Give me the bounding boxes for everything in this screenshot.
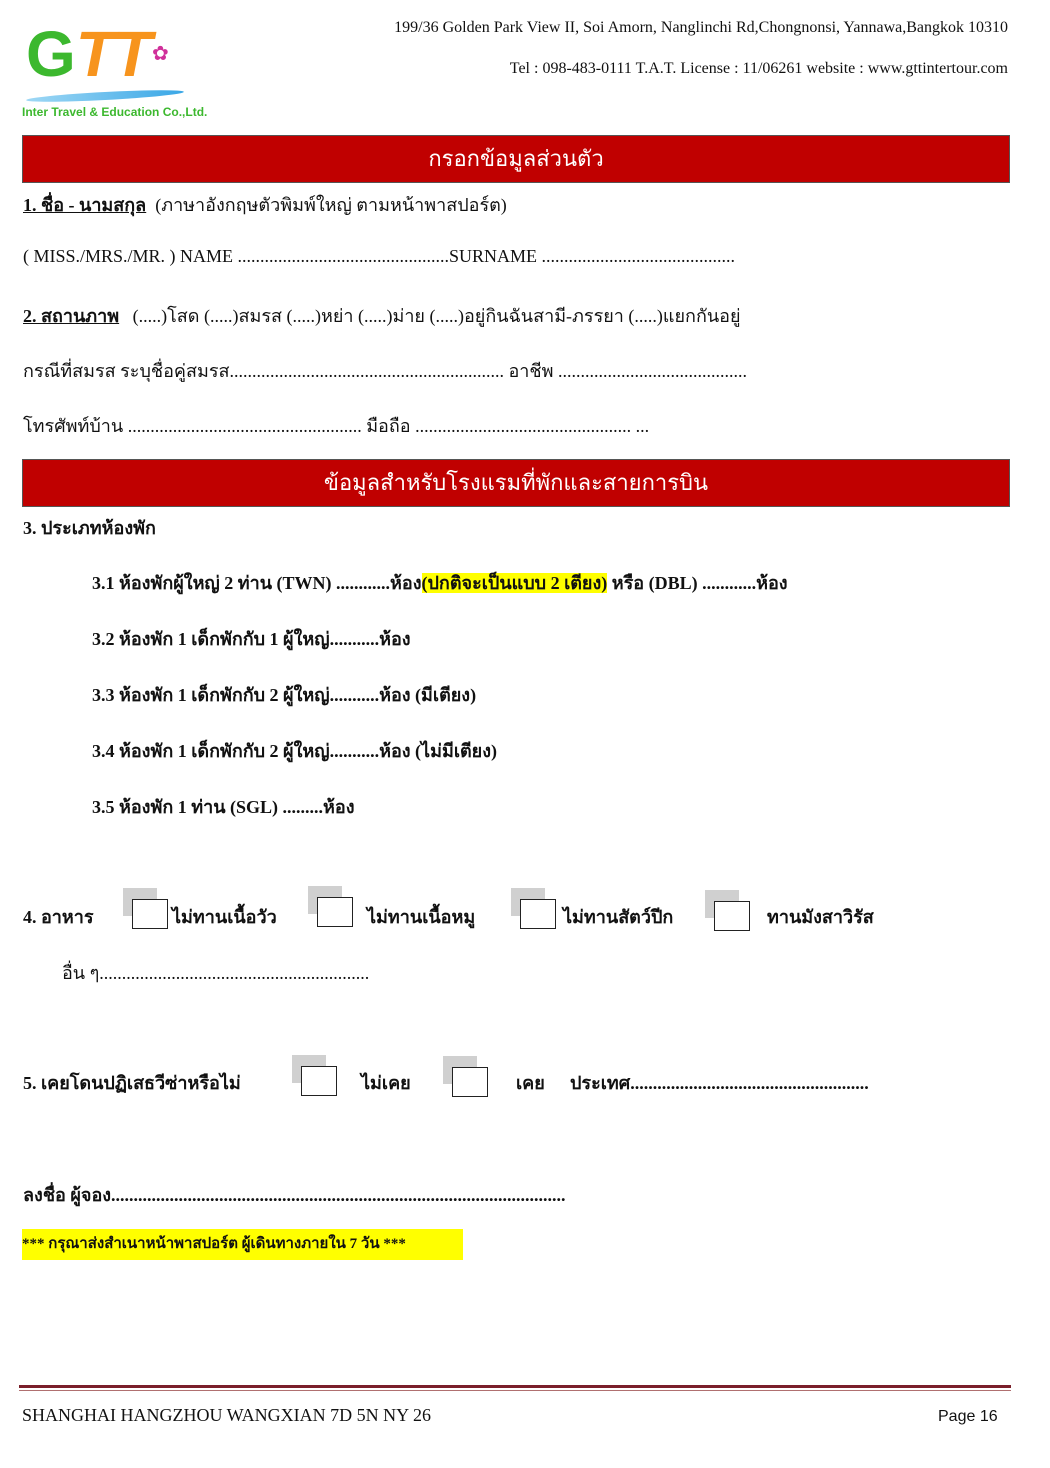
room-3-1-twn: 3.1 ห้องพักผู้ใหญ่ 2 ท่าน (TWN) ............ห้อง — [92, 573, 422, 593]
company-contact: Tel : 098-483-0111 T.A.T. License : 11/06261 website : www.gttintertour.com — [509, 60, 1008, 77]
q4-label: 4. อาหาร — [23, 907, 94, 927]
q1-label: 1. ชื่อ - นามสกุล — [23, 195, 147, 215]
q1-row — [23, 190, 507, 219]
option-never: ไม่เคย — [361, 1073, 411, 1093]
q3-label: 3. ประเภทห้องพัก — [23, 518, 156, 538]
country-field[interactable]: ประเทศ..................................................... — [570, 1073, 869, 1093]
checkbox-no-poultry[interactable] — [520, 899, 556, 929]
option-no-pork: ไม่ทานเนื้อหมู — [367, 907, 476, 927]
logo-wave — [26, 88, 184, 104]
passport-note: *** กรุณาส่งสำเนาหน้าพาสปอร์ต ผู้เดินทางภายใน 7 วัน *** — [22, 1229, 463, 1260]
q1-hint: (ภาษาอังกฤษตัวพิมพ์ใหญ่ ตามหน้าพาสปอร์ต) — [155, 195, 507, 215]
footer-divider — [19, 1385, 1011, 1388]
marital-status-options[interactable]: (.....)โสด (.....)สมรส (.....)หย่า (.....)ม่าย (.....)อยู่กินฉันสามี-ภรรยา (.....)แยกกันอยู่ — [132, 306, 741, 326]
room-option-3-1[interactable] — [92, 568, 788, 597]
checkbox-never[interactable] — [301, 1066, 337, 1096]
room-option-3-3[interactable]: 3.3 ห้องพัก 1 เด็กพักกับ 2 ผู้ใหญ่...........ห้อง (มีเตียง) — [92, 685, 477, 705]
highlight-note: (ปกติจะเป็นแบบ 2 เตียง) — [421, 573, 608, 593]
logo-tt: TT — [75, 18, 150, 90]
q2-label: 2. สถานภาพ — [23, 306, 120, 326]
checkbox-yes[interactable] — [452, 1067, 488, 1097]
logo-subtitle: Inter Travel & Education Co.,Ltd. — [22, 105, 208, 119]
option-no-poultry: ไม่ทานสัตว์ปีก — [563, 907, 674, 927]
phone-field[interactable]: โทรศัพท์บ้าน .................................................... มือถือ ................................................ ... — [23, 416, 650, 436]
checkbox-no-pork[interactable] — [317, 897, 353, 927]
spouse-field[interactable]: กรณีที่สมรส ระบุชื่อคู่สมรส............................................................. อาชีพ .......................................... — [23, 361, 747, 381]
signature-field[interactable]: ลงชื่อ ผู้จอง..................................................................................................... — [23, 1185, 566, 1205]
section-header-hotel: ข้อมูลสำหรับโรงแรมที่พักและสายการบิน — [22, 459, 1010, 507]
option-no-beef: ไม่ทานเนื้อวัว — [172, 907, 277, 927]
logo-g: G — [26, 18, 76, 90]
checkbox-no-beef[interactable] — [132, 899, 168, 929]
company-logo — [22, 18, 208, 122]
name-field[interactable]: ( MISS./MRS./MR. ) NAME ...............................................SURNAME ........................................... — [23, 246, 736, 266]
page-number: Page 16 — [938, 1408, 998, 1425]
footer-program: SHANGHAI HANGZHOU WANGXIAN 7D 5N NY 26 — [22, 1405, 431, 1425]
company-address: 199/36 Golden Park View II, Soi Amorn, Nanglinchi Rd,Chongnonsi, Yannawa,Bangkok 10310 — [394, 19, 1008, 36]
room-3-1-dbl: หรือ (DBL) ............ห้อง — [607, 573, 788, 593]
room-option-3-4[interactable]: 3.4 ห้องพัก 1 เด็กพักกับ 2 ผู้ใหญ่...........ห้อง (ไม่มีเตียง) — [92, 741, 498, 761]
checkbox-vegetarian[interactable] — [714, 901, 750, 931]
flower-icon: ✿ — [151, 43, 169, 65]
option-yes: เคย — [516, 1073, 545, 1093]
footer-divider-thin — [19, 1390, 1011, 1391]
room-option-3-2[interactable]: 3.2 ห้องพัก 1 เด็กพักกับ 1 ผู้ใหญ่...........ห้อง — [92, 629, 411, 649]
option-vegetarian: ทานมังสาวิรัส — [767, 907, 874, 927]
room-option-3-5[interactable]: 3.5 ห้องพัก 1 ท่าน (SGL) .........ห้อง — [92, 797, 355, 817]
logo-mark — [26, 18, 169, 90]
food-other-field[interactable]: อื่น ๆ............................................................ — [62, 963, 370, 983]
section-header-personal: กรอกข้อมูลส่วนตัว — [22, 135, 1010, 183]
status-row — [23, 301, 741, 330]
q5-label: 5. เคยโดนปฏิเสธวีซ่าหรือไม่ — [23, 1073, 241, 1093]
